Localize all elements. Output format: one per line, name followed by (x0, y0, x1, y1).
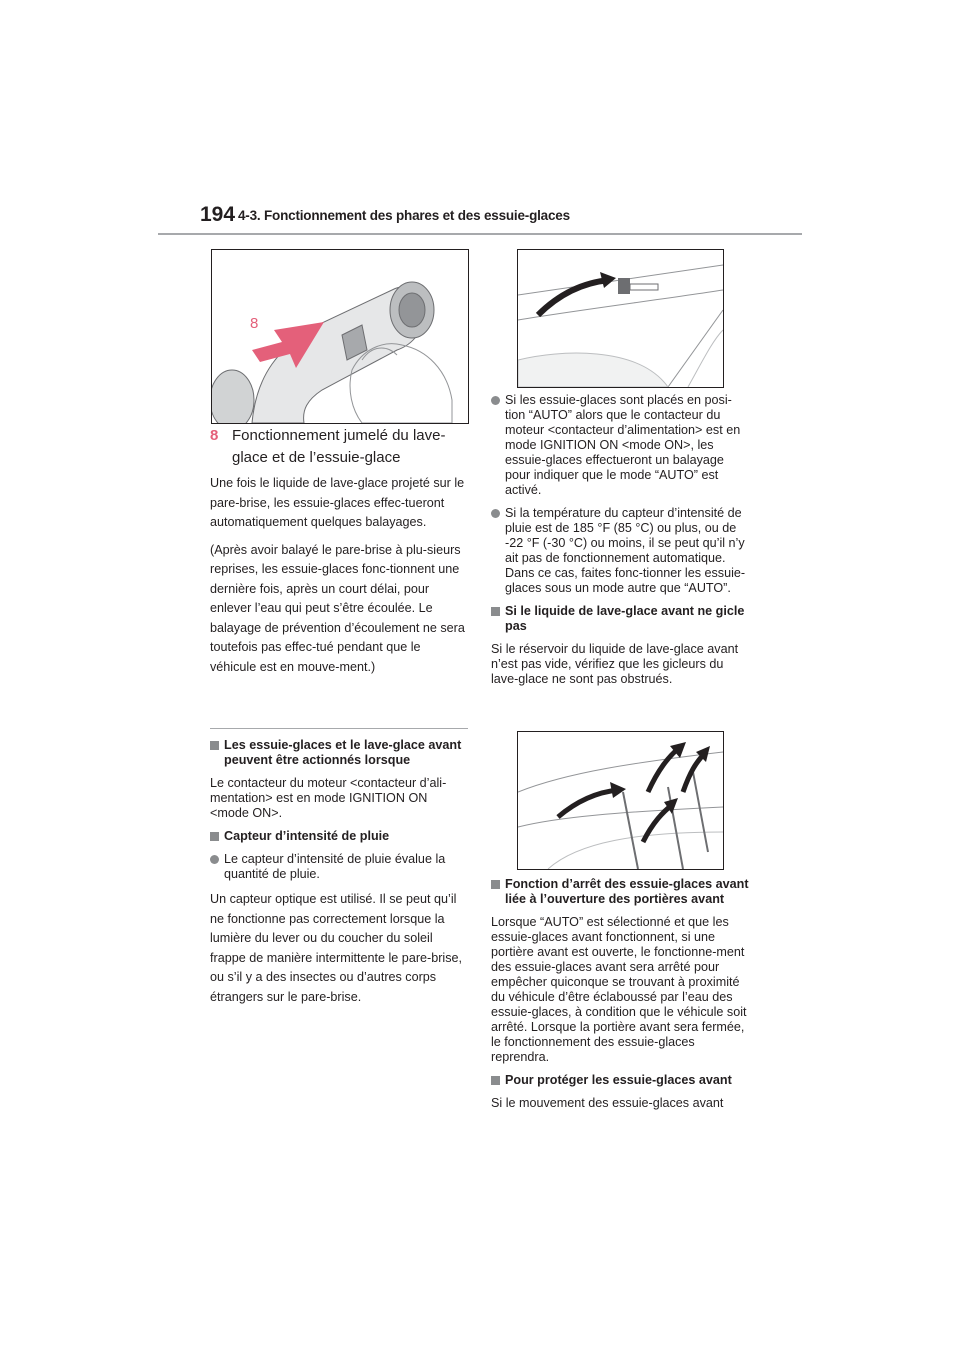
page-header (200, 203, 802, 237)
subheading-protect-wipers (491, 1073, 751, 1088)
paragraph-drip-prevention: (Après avoir balayé le pare-brise à plu-sieurs reprises, les essuie-glaces fonc-tionnent une dernière fois, après un court délai, pour enlever l’eau qui peut s’être écoulée. Le balayage de prévention d’écoulement ne sera toutefois pas effec-tué pendant que le véhicule est en mouve-ment.) (210, 542, 465, 674)
paragraph-optical-sensor: Un capteur optique est utilisé. Il se peut qu’il ne fonctionne pas correctement lorsque la lumière du lever ou du coucher du soleil frappe de manière intermittente le pare-brise, ou s’il y a des insectes ou d’autres corps étrangers sur le pare-brise. (210, 892, 463, 1004)
paragraph-washer-linked: Une fois le liquide de lave-glace projeté sur le pare-brise, les essuie-glaces effec-tueront automatiquement quelques balayages. (210, 476, 465, 529)
bullet-text: Si les essuie-glaces sont placés en posi-tion “AUTO” alors que le contacteur du moteur <contacteur d’alimentation> est en mode IGNITION ON <mode ON>, les essuie-glaces effectueront un balayage pour indiquer que le mode “AUTO” est activé. (505, 393, 741, 497)
subheading-door-linked-stop (491, 877, 751, 907)
bullet-dot-icon (491, 396, 500, 405)
header-rule (158, 233, 802, 235)
bullet-dot-icon (491, 509, 500, 518)
wiper-lever-illustration (212, 250, 468, 423)
section-divider (210, 728, 468, 729)
chapter-title: 4-3. Fonctionnement des phares et des essuie-glaces (238, 208, 570, 223)
step-title-line-2: glace et de l’essuie-glace (232, 449, 401, 466)
paragraph-nozzle-check: Si le réservoir du liquide de lave-glace avant n’est pas vide, vérifiez que les gicleurs du lave-glace ne sont pas obstrués. (491, 642, 739, 686)
subheading-text: Les essuie-glaces et le lave-glace avant peuvent être actionnés lorsque (224, 738, 462, 767)
square-marker-icon (491, 607, 500, 616)
square-marker-icon (491, 880, 500, 889)
bullet-sensor-temperature (491, 506, 751, 596)
step-heading (210, 425, 468, 469)
bullet-dot-icon (210, 855, 219, 864)
right-column-upper (491, 393, 751, 695)
bullet-text: Le capteur d’intensité de pluie évalue la quantité de pluie. (224, 852, 446, 881)
washer-nozzle-illustration (518, 732, 723, 869)
bullet-auto-indication (491, 393, 751, 498)
subheading-rain-sensor (210, 829, 468, 844)
paragraph-door-linked-stop: Lorsque “AUTO” est sélectionné et que les essuie-glaces avant fonctionnent, si une portière avant est ouverte, le fonctionne-ment des essuie-glaces avant sera arrêté pour empêcher quiconque se trouvant à proximité du véhicule d’être éclaboussé par l’eau des essuie-glaces, à condition que le véhicule soit arrêté. Lorsque la portière avant sera fermée, le fonctionnement des essuie-glaces reprendra. (491, 915, 747, 1064)
page-number: 194 (200, 203, 236, 226)
subheading-text: Pour protéger les essuie-glaces avant (505, 1073, 732, 1087)
left-column-upper (210, 474, 468, 685)
subheading-text: Si le liquide de lave-glace avant ne gicle pas (505, 604, 745, 633)
subheading-text: Fonction d’arrêt des essuie-glaces avant liée à l’ouverture des portières avant (505, 877, 749, 906)
subheading-text: Capteur d’intensité de pluie (224, 829, 390, 843)
bullet-text: Si la température du capteur d’intensité de pluie est de 185 °F (85 °C) ou plus, ou de -22 °F (-30 °C) ou moins, il se peut qu’il n’y ait pas de fonctionnement automatique. Dans ce cas, faites fonc-tionner les essuie-glaces sous un mode autre que “AUTO”. (505, 506, 746, 595)
bullet-rain-sensor (210, 852, 468, 882)
figure-callout-label: 8 (250, 315, 259, 332)
square-marker-icon (210, 741, 219, 750)
windshield-sensor-illustration (518, 250, 723, 387)
left-column-lower (210, 738, 468, 1015)
paragraph-ignition-mode: Le contacteur du moteur <contacteur d’ali-mentation> est en mode IGNITION ON <mode ON>. (210, 776, 447, 820)
subheading-washer-no-spray (491, 604, 751, 634)
square-marker-icon (491, 1076, 500, 1085)
subheading-operation-condition (210, 738, 468, 768)
figure-rain-sensor (517, 249, 724, 388)
right-column-lower (491, 877, 751, 1119)
step-title-line-1: Fonctionnement jumelé du lave- (232, 427, 446, 444)
figure-washer-nozzles (517, 731, 724, 870)
square-marker-icon (210, 832, 219, 841)
step-number: 8 (210, 427, 219, 444)
figure-wiper-lever (211, 249, 469, 424)
paragraph-protect-wipers: Si le mouvement des essuie-glaces avant (491, 1096, 724, 1110)
